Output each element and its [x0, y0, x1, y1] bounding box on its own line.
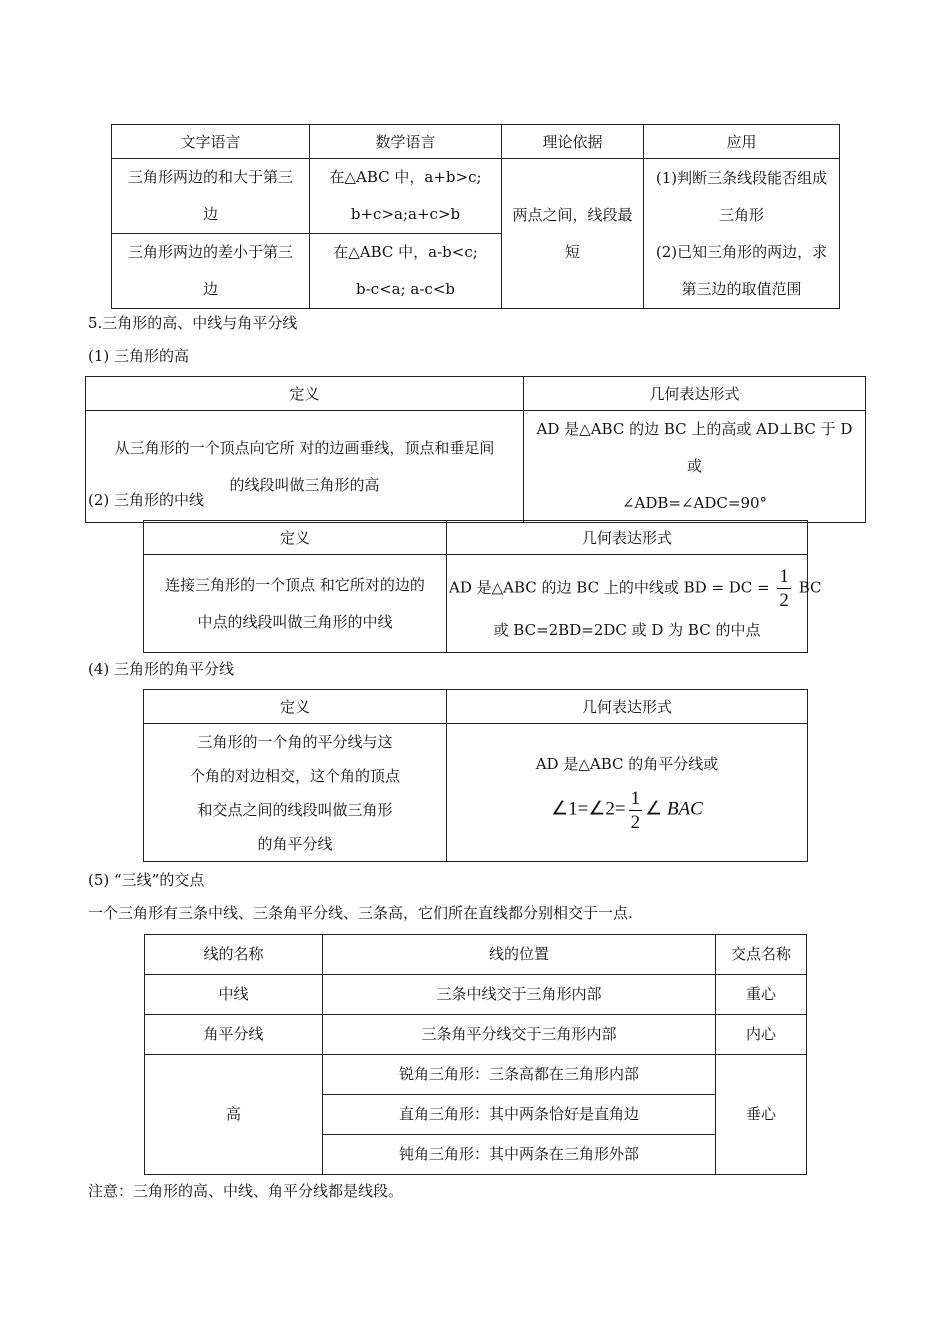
- median-expression-suffix: BC: [798, 578, 822, 597]
- altitude-name: 高: [145, 1055, 323, 1175]
- table-row: [145, 975, 807, 1015]
- acute-altitude-position: 锐角三角形：三条高都在三角形内部: [323, 1055, 716, 1095]
- header-line-position: 线的位置: [323, 935, 716, 975]
- altitude-header-definition: 定义: [86, 377, 524, 411]
- table-row: [145, 1015, 807, 1055]
- bisector-definition: 三角形的一个角的平分线与这 个角的对边相交，这个角的顶点 和交点之间的线段叫做三角形 的角平分线: [144, 724, 447, 862]
- intersection-title: (5) “三线”的交点: [88, 871, 205, 889]
- median-definition: 连接三角形的一个顶点 和它所对的边的 中点的线段叫做三角形的中线: [144, 555, 447, 653]
- bisector-title: (4) 三角形的角平分线: [88, 660, 235, 678]
- header-math-language: 数学语言: [310, 125, 502, 159]
- bisector-header-definition: 定义: [144, 690, 447, 724]
- theory-basis-cell: 两点之间，线段最 短: [502, 159, 644, 309]
- median-expression: [447, 555, 822, 653]
- altitude-expression: AD 是△ABC 的边 BC 上的高或 AD⊥BC 于 D 或 ∠ADB=∠ADC=90°: [524, 411, 866, 523]
- orthocenter-name: 垂心: [716, 1055, 807, 1175]
- section-5-title: 5.三角形的高、中线与角平分线: [88, 314, 298, 332]
- one-half-fraction: $\frac{1}{2}$: [779, 566, 789, 611]
- median-title: (2) 三角形的中线: [88, 491, 205, 509]
- application-cell: (1)判断三条线段能否组成 三角形 (2)已知三角形的两边，求 第三边的取值范围: [644, 159, 840, 309]
- right-altitude-position: 直角三角形：其中两条恰好是直角边: [323, 1095, 716, 1135]
- sum-rule-math: 在△ABC 中，a+b>c; b+c>a;a+c>b: [310, 159, 502, 234]
- median-header-definition: 定义: [144, 521, 447, 555]
- header-intersection-name: 交点名称: [716, 935, 807, 975]
- incenter-name: 内心: [716, 1015, 807, 1055]
- intersection-table: [144, 934, 807, 1175]
- header-text-language: 文字语言: [112, 125, 310, 159]
- bisector-expression-text: AD 是△ABC 的角平分线或: [535, 755, 719, 773]
- median-table: [143, 520, 822, 653]
- median-position: 三条中线交于三角形内部: [323, 975, 716, 1015]
- bisector-table: [143, 689, 808, 862]
- median-expression-text: AD 是△ABC 的边 BC 上的中线或 BD = DC =: [449, 578, 770, 597]
- altitude-header-expression: 几何表达形式: [524, 377, 866, 411]
- bisector-position: 三条角平分线交于三角形内部: [323, 1015, 716, 1055]
- median-expression-line2: 或 BC=2BD=2DC 或 D 为 BC 的中点: [493, 621, 761, 639]
- median-name: 中线: [145, 975, 323, 1015]
- difference-rule-math: 在△ABC 中，a-b<c; b-c<a; a-c<b: [310, 234, 502, 309]
- bisector-expression: [447, 724, 808, 862]
- sum-rule-text: 三角形两边的和大于第三 边: [112, 159, 310, 234]
- header-application: 应用: [644, 125, 840, 159]
- table-row: [145, 1055, 807, 1095]
- intersection-intro: 一个三角形有三条中线、三条角平分线、三条高，它们所在直线都分别相交于一点.: [88, 904, 633, 922]
- median-header-expression: 几何表达形式: [447, 521, 808, 555]
- note-text: 注意：三角形的高、中线、角平分线都是线段。: [88, 1182, 404, 1200]
- bisector-name: 角平分线: [145, 1015, 323, 1055]
- bisector-header-expression: 几何表达形式: [447, 690, 808, 724]
- altitude-title: (1) 三角形的高: [88, 347, 190, 365]
- centroid-name: 重心: [716, 975, 807, 1015]
- altitude-definition: 从三角形的一个顶点向它所 对的边画垂线，顶点和垂足间 的线段叫做三角形的高: [86, 411, 524, 523]
- one-half-fraction: $\frac{1}{2}$: [630, 788, 641, 833]
- obtuse-altitude-position: 钝角三角形：其中两条在三角形外部: [323, 1135, 716, 1175]
- header-line-name: 线的名称: [145, 935, 323, 975]
- header-theory-basis: 理论依据: [502, 125, 644, 159]
- bisector-equation: ∠1=∠2= $\frac{1}{2}$ ∠ BAC: [551, 788, 703, 833]
- difference-rule-text: 三角形两边的差小于第三 边: [112, 234, 310, 309]
- triangle-inequality-table: [111, 124, 840, 309]
